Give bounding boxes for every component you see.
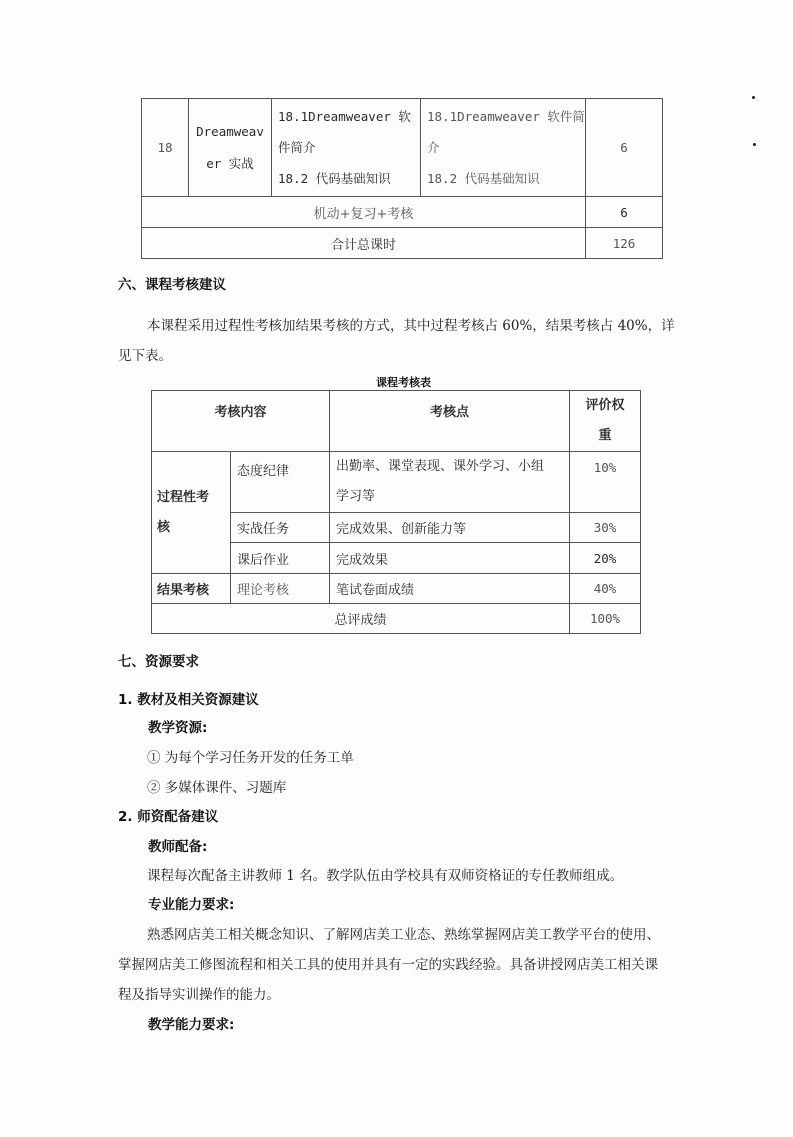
header-weight-line: 重 — [598, 428, 612, 443]
table-row — [142, 99, 663, 197]
result-category: 结果考核 — [152, 574, 231, 604]
project-name-line: er 实战 — [206, 155, 254, 171]
assessment-point — [330, 452, 570, 513]
assessment-weight: 10% — [570, 452, 641, 513]
process-category — [152, 452, 231, 574]
process-category-line: 过程性考 — [157, 489, 210, 505]
subsection-heading: 2. 师资配备建议 — [118, 809, 219, 825]
section-heading: 七、资源要求 — [118, 654, 199, 670]
label-heading: 教学能力要求: — [148, 1017, 235, 1033]
assessment-item: 态度纪律 — [231, 452, 330, 513]
list-item: ② 多媒体课件、习题库 — [147, 780, 287, 796]
label-heading: 教师配备: — [148, 839, 208, 855]
assessment-item: 实战任务 — [231, 513, 330, 543]
content-line: 18.1Dreamweaver 软 — [278, 109, 411, 124]
paragraph-line: 见下表。 — [118, 348, 172, 364]
table-row — [152, 574, 641, 604]
task-line: 18.2 代码基础知识 — [427, 171, 540, 186]
flex-row-hours: 6 — [586, 197, 663, 228]
table-row — [142, 228, 663, 259]
header-weight-line: 评价权 — [585, 398, 625, 413]
table-row — [152, 452, 641, 513]
project-name-line: Dreamweav — [196, 123, 264, 139]
assessment-point: 完成效果 — [330, 543, 570, 574]
assessment-item: 课后作业 — [231, 543, 330, 574]
paragraph-line: 本课程采用过程性考核加结果考核的方式，其中过程考核占 60%，结果考核占 40%，详 — [147, 318, 675, 334]
assessment-point: 笔试卷面成绩 — [330, 574, 570, 604]
label-heading: 教学资源: — [148, 720, 208, 736]
scan-mark — [753, 143, 756, 146]
project-name — [189, 99, 272, 197]
table-header-row — [152, 391, 641, 452]
task-cell — [421, 99, 586, 197]
section-heading: 六、课程考核建议 — [118, 277, 226, 293]
content-cell — [272, 99, 421, 197]
table-caption: 课程考核表 — [376, 376, 431, 389]
flex-row-label: 机动+复习+考核 — [142, 197, 586, 228]
assessment-point: 完成效果、创新能力等 — [330, 513, 570, 543]
assessment-weight: 30% — [570, 513, 641, 543]
row-number — [142, 99, 189, 197]
content-line: 件简介 — [278, 140, 316, 155]
table-row — [142, 197, 663, 228]
assessment-point-line: 学习等 — [336, 489, 376, 504]
assessment-point-line: 出勤率、课堂表现、课外学习、小组 — [336, 459, 545, 474]
paragraph-line: 熟悉网店美工相关概念知识、了解网店美工业态、熟练掌握网店美工教学平台的使用、 — [147, 927, 660, 943]
total-weight: 100% — [570, 604, 641, 634]
header-content: 考核内容 — [152, 391, 330, 452]
total-label: 总评成绩 — [152, 604, 570, 634]
scan-mark — [752, 96, 755, 99]
task-line: 介 — [427, 140, 440, 155]
assessment-weight: 20% — [570, 543, 641, 574]
header-point: 考核点 — [330, 391, 570, 452]
paragraph-line: 掌握网店美工修图流程和相关工具的使用并具有一定的实践经验。具备讲授网店美工相关课 — [118, 957, 658, 973]
total-row-label: 合计总课时 — [142, 228, 586, 259]
assessment-table — [151, 390, 641, 634]
table-row — [152, 604, 641, 634]
total-row-hours: 126 — [586, 228, 663, 259]
assessment-item: 理论考核 — [231, 574, 330, 604]
paragraph-line: 课程每次配备主讲教师 1 名。教学队伍由学校具有双师资格证的专任教师组成。 — [147, 868, 624, 884]
row-number-text: 18 — [157, 139, 173, 155]
header-weight — [570, 391, 641, 452]
subsection-heading: 1. 教材及相关资源建议 — [118, 692, 259, 708]
assessment-weight: 40% — [570, 574, 641, 604]
process-category-line: 核 — [157, 519, 171, 535]
schedule-table — [141, 98, 663, 259]
hours-cell: 6 — [586, 99, 663, 197]
list-item: ① 为每个学习任务开发的任务工单 — [147, 750, 354, 766]
content-line: 18.2 代码基础知识 — [278, 171, 391, 186]
paragraph-line: 程及指导实训操作的能力。 — [118, 987, 280, 1003]
task-line: 18.1Dreamweaver 软件简 — [427, 109, 585, 124]
label-heading: 专业能力要求: — [148, 897, 235, 913]
